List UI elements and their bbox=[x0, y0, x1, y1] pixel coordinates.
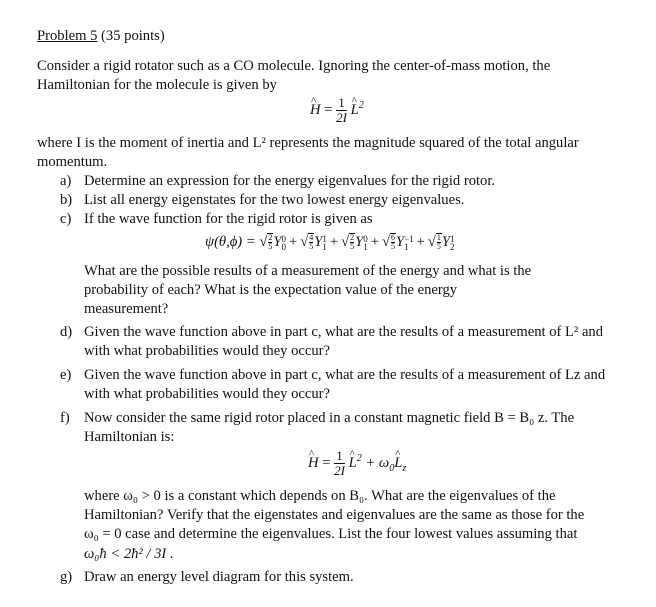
where-line-2: momentum. bbox=[37, 154, 108, 170]
squared-exponent-2: 2 bbox=[356, 452, 362, 464]
part-c-text-2: What are the possible results of a measurement of the energy and what is the bbox=[84, 263, 532, 279]
coef-numerator: 6 bbox=[390, 233, 395, 243]
coef-numerator: 2 bbox=[350, 233, 355, 243]
wavefunction-terms bbox=[259, 234, 454, 250]
intro-line-2: Hamiltonian for the molecule is given by bbox=[37, 77, 277, 93]
harmonic-m: 0 bbox=[363, 233, 368, 244]
problem-title bbox=[37, 27, 165, 46]
sqrt-coefficient: √ $\frac{2}{5}$ bbox=[259, 233, 273, 252]
harmonic-l: 1 bbox=[363, 241, 368, 252]
intro-line-1: Consider a rigid rotator such as a CO molecule. Ignoring the center-of-mass motion, the bbox=[37, 58, 551, 74]
where-line-1: where I is the moment of inertia and L² represents the magnitude squared of the total angular bbox=[37, 135, 579, 151]
spherical-harmonic: Y bbox=[314, 234, 323, 250]
fraction-numerator: 1 bbox=[336, 96, 347, 111]
part-e-label: e) bbox=[60, 367, 72, 383]
hamiltonian-equation: ^ H = $\frac{1}{2I}$ ^ $L^2$ bbox=[310, 96, 364, 125]
coef-numerator: 4 bbox=[309, 233, 314, 243]
angular-momentum-symbol-2: ^ L bbox=[349, 454, 357, 473]
hamiltonian-symbol-2: ^ H bbox=[308, 454, 319, 473]
sqrt-coefficient: √ $\frac{6}{5}$ bbox=[381, 233, 395, 252]
squared-exponent: 2 bbox=[358, 99, 364, 111]
hamiltonian-fraction-2 bbox=[334, 449, 345, 478]
part-f-text-1: Now consider the same rigid rotor placed in a constant magnetic field B = B₀ z. The bbox=[84, 410, 575, 426]
harmonic-l: 2 bbox=[450, 241, 455, 252]
plus-sign: + bbox=[329, 234, 339, 250]
coef-denominator: 5 bbox=[390, 242, 395, 252]
harmonic-m: 0 bbox=[281, 233, 286, 244]
harmonic-m: 1 bbox=[322, 233, 327, 244]
angular-momentum-symbol: ^ L bbox=[351, 101, 359, 120]
harmonic-l: 0 bbox=[281, 241, 286, 252]
coef-denominator: 5 bbox=[436, 242, 441, 252]
fraction-numerator-2: 1 bbox=[334, 449, 345, 464]
part-b-label: b) bbox=[60, 192, 73, 208]
part-a-label: a) bbox=[60, 173, 72, 189]
part-e-text-1: Given the wave function above in part c, what are the results of a measurement of Lz and bbox=[84, 367, 606, 383]
sqrt-coefficient: √ $\frac{4}{5}$ bbox=[300, 233, 314, 252]
part-b-text: List all energy eigenstates for the two lowest energy eigenvalues. bbox=[84, 192, 465, 208]
problem-points: (35 points) bbox=[97, 28, 165, 44]
spherical-harmonic: Y bbox=[273, 234, 282, 250]
part-a-text: Determine an expression for the energy eigenvalues for the rigid rotor. bbox=[84, 173, 496, 189]
part-d-label: d) bbox=[60, 324, 73, 340]
part-c-text-4: measurement? bbox=[84, 301, 169, 317]
wavefunction-term bbox=[341, 234, 368, 250]
sqrt-coefficient: √ $\frac{2}{5}$ bbox=[341, 233, 355, 252]
lz-symbol: ^ L bbox=[394, 454, 402, 473]
part-f-text-3: where ω₀ > 0 is a constant which depends on B₀. What are the eigenvalues of the bbox=[84, 488, 556, 504]
part-d-text-1: Given the wave function above in part c, what are the results of a measurement of L² and bbox=[84, 324, 604, 340]
wavefunction-term bbox=[382, 234, 414, 250]
problem-label: Problem 5 bbox=[37, 28, 98, 44]
plus-sign: + bbox=[288, 234, 298, 250]
part-g-text: Draw an energy level diagram for this system. bbox=[84, 569, 354, 585]
part-e-text-2: with what probabilities would they occur? bbox=[84, 386, 331, 402]
part-f-label: f) bbox=[60, 410, 70, 426]
magnetic-hamiltonian-equation: ^ H = $\frac{1}{2I}$ ^ $L^2$ + $\omega_0\^{}$ $L_z$ bbox=[308, 449, 406, 478]
plus-sign: + bbox=[370, 234, 379, 250]
hamiltonian-symbol: ^ H bbox=[310, 101, 321, 120]
part-c-text-1: If the wave function for the rigid rotor is given as bbox=[84, 211, 373, 227]
harmonic-l: 1 bbox=[404, 241, 409, 252]
coef-denominator: 5 bbox=[309, 242, 314, 252]
sqrt-coefficient: √ $\frac{1}{5}$ bbox=[427, 233, 441, 252]
wavefunction-term bbox=[300, 234, 327, 250]
part-c-label: c) bbox=[60, 211, 72, 227]
spherical-harmonic: Y bbox=[355, 234, 364, 250]
wavefunction-term bbox=[428, 234, 455, 250]
part-f-text-4: Hamiltonian? Verify that the eigenstates and eigenvalues are the same as those for the bbox=[84, 507, 585, 523]
coef-numerator: 2 bbox=[268, 233, 273, 243]
part-g-label: g) bbox=[60, 569, 73, 585]
part-c-text-3: probability of each? What is the expectation value of the energy bbox=[84, 282, 458, 298]
harmonic-l: 1 bbox=[322, 241, 327, 252]
wavefunction-equation bbox=[205, 233, 455, 252]
part-d-text-2: with what probabilities would they occur? bbox=[84, 343, 331, 359]
fraction-denominator: 2I bbox=[336, 110, 347, 125]
omega-term: + ω bbox=[365, 454, 390, 471]
wavefunction-term bbox=[259, 234, 286, 250]
harmonic-m: 1 bbox=[450, 233, 455, 244]
coef-denominator: 5 bbox=[268, 242, 273, 252]
coef-denominator: 5 bbox=[350, 242, 355, 252]
part-f-text-6: ω₀ħ < 2ħ² / 3I . bbox=[84, 546, 174, 562]
plus-sign: + bbox=[416, 234, 425, 250]
harmonic-m: −1 bbox=[404, 233, 414, 244]
spherical-harmonic: Y bbox=[395, 234, 405, 250]
lz-subscript: z bbox=[402, 462, 407, 474]
coef-numerator: 1 bbox=[436, 233, 441, 243]
spherical-harmonic: Y bbox=[441, 234, 451, 250]
part-f-text-5: ω₀ = 0 case and determine the eigenvalues. List the four lowest values assuming that bbox=[84, 526, 578, 542]
wavefunction-lhs: ψ(θ,ϕ) = bbox=[205, 234, 256, 250]
hamiltonian-fraction bbox=[336, 96, 347, 125]
part-f-text-2: Hamiltonian is: bbox=[84, 429, 175, 445]
fraction-denominator-2: 2I bbox=[334, 463, 345, 478]
omega-subscript: 0 bbox=[389, 462, 395, 474]
